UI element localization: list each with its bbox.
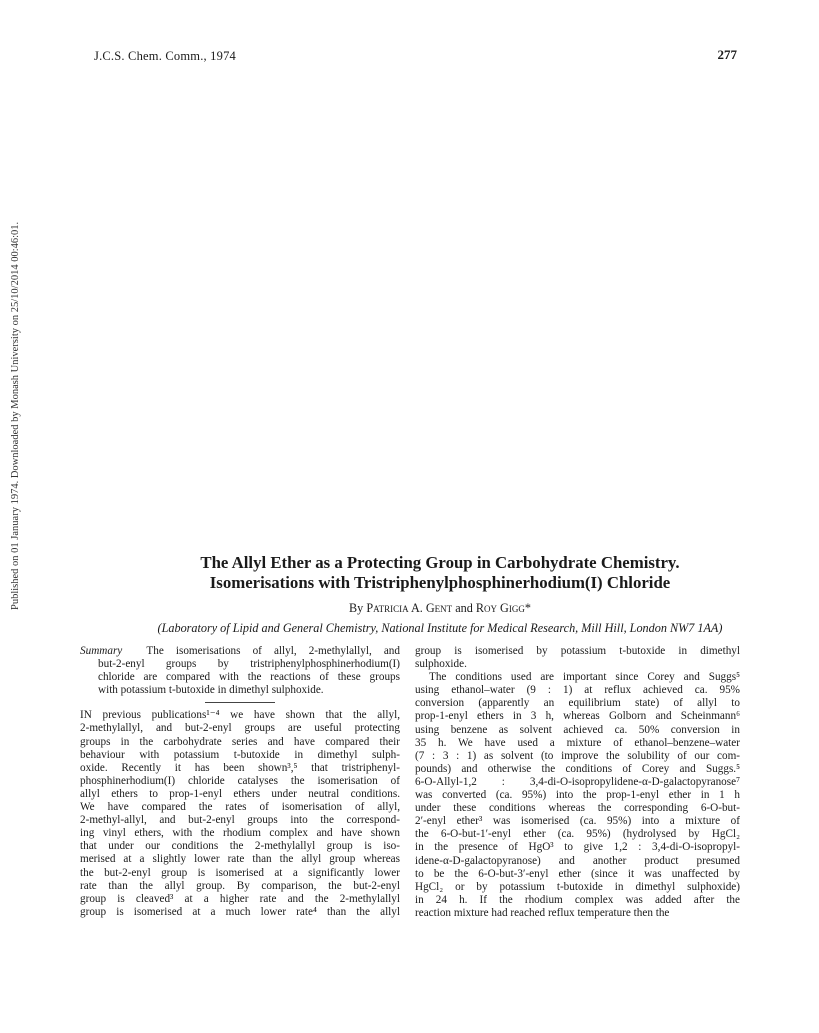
text-line: in the presence of HgO³ to give 1,2 : 3,4-di-O-isopropyl-: [415, 841, 740, 854]
page-number: 277: [717, 47, 737, 62]
text-line: IN previous publications¹⁻⁴ we have shown that the allyl,: [80, 709, 400, 722]
text-line: was converted (ca. 95%) into the prop-1-enyl ether in 1 h: [415, 789, 740, 802]
text-line: the 6-O-but-1′-enyl ether (ca. 95%) (hydrolysed by HgCl₂: [415, 828, 740, 841]
affiliation: (Laboratory of Lipid and General Chemistry, National Institute for Medical Research, Mill Hill, London NW7 1AA): [157, 621, 723, 635]
text-line: group is isomerised by potassium t-butoxide in dimethyl: [415, 645, 740, 657]
article-title: [60, 553, 819, 593]
text-line: phosphinerhodium(I) chloride catalyses the isomerisation of: [80, 774, 400, 787]
summary-line: Summary The isomerisations of allyl, 2-methylallyl, and: [80, 645, 400, 657]
summary-line: with potassium t-butoxide in dimethyl sulphoxide.: [98, 684, 324, 697]
text-line: reaction mixture had reached reflux temperature then the: [415, 906, 670, 919]
right-column: [415, 645, 740, 920]
summary-block: [80, 645, 400, 697]
author-2: Roy Gigg*: [475, 601, 531, 615]
text-line: ing vinyl ethers, with the rhodium complex and have shown: [80, 827, 400, 840]
title-line-2: Isomerisations with Tristriphenylphosphinerhodium(I) Chloride: [209, 573, 671, 592]
text-line: idene-α-D-galactopyranose) and another product presumed: [415, 854, 740, 867]
text-line: that under our conditions the 2-methylallyl group is iso-: [80, 840, 400, 853]
text-line: oxide. Recently it has been shown³,⁵ that tristriphenyl-: [80, 761, 400, 774]
section-divider: [205, 702, 275, 703]
author-1: Patricia A. Gent: [366, 601, 453, 615]
text-line: using ethanol–water (9 : 1) at reflux achieved ca. 95%: [415, 684, 740, 697]
download-watermark: Published on 01 January 1974. Downloaded by Monash University on 25/10/2014 00:46:01.: [10, 221, 21, 610]
text-line: under these conditions whereas the corresponding 6-O-but-: [415, 802, 740, 815]
byline-and: and: [455, 601, 473, 615]
text-line: group is isomerised at a much lower rate⁴ than the allyl: [80, 905, 400, 918]
text-line: groups in the carbohydrate series and have compared their: [80, 735, 400, 748]
text-line: We have compared the rates of isomerisation of allyl,: [80, 801, 400, 814]
summary-line: chloride are compared with the reactions of these groups: [98, 671, 400, 684]
text-line: allyl ethers to prop-1-enyl ethers under neutral conditions.: [80, 787, 400, 800]
text-line: the but-2-enyl group is isomerised at a significantly lower: [80, 866, 400, 879]
text-line: (7 : 3 : 1) as solvent (to improve the solubility of our com-: [415, 749, 740, 762]
text-line: HgCl₂ or by potassium t-butoxide in dimethyl sulphoxide): [415, 880, 740, 893]
text-line: rate than the allyl group. By comparison, the but-2-enyl: [80, 879, 400, 892]
text-line: The conditions used are important since Corey and Suggs⁵: [429, 671, 740, 684]
text-line: conversion (apparently an equilibrium state) of allyl to: [415, 697, 740, 710]
text-line: 2′-enyl ether³ was isomerised (ca. 95%) into a mixture of: [415, 815, 740, 828]
byline: [60, 601, 819, 616]
text-line: in 24 h. If the rhodium complex was added after the: [415, 893, 740, 906]
text-line: prop-1-enyl ethers in 3 h, whereas Golborn and Scheinmann⁶: [415, 710, 740, 723]
text-line: 6-O-Allyl-1,2 : 3,4-di-O-isopropylidene-α-D-galactopyranose⁷: [415, 775, 740, 788]
byline-prefix: By: [349, 601, 364, 615]
title-line-1: The Allyl Ether as a Protecting Group in Carbohydrate Chemistry.: [200, 553, 680, 572]
summary-label: Summary: [80, 645, 123, 657]
text-line: pounds) and otherwise the conditions of Corey and Suggs.⁵: [415, 762, 740, 775]
text-line: merised at a slightly lower rate than the allyl group whereas: [80, 853, 400, 866]
text-line: sulphoxide.: [415, 658, 467, 671]
text-line: to be the 6-O-but-3′-enyl ether (since it was unaffected by: [415, 867, 740, 880]
text-line: behaviour with potassium t-butoxide in dimethyl sulph-: [80, 748, 400, 761]
text-line: using benzene as solvent achieved ca. 50% conversion in: [415, 723, 740, 736]
left-column: [80, 645, 400, 919]
text-line: 2-methylallyl, and but-2-enyl groups are useful protecting: [80, 722, 400, 735]
text-line: 35 h. We have used a mixture of ethanol–benzene–water: [415, 736, 740, 749]
body-text-left: [80, 709, 400, 919]
text-line: group is cleaved³ at a higher rate and the 2-methylallyl: [80, 892, 400, 905]
running-header: J.C.S. Chem. Comm., 1974: [94, 49, 236, 63]
summary-line: but-2-enyl groups by tristriphenylphosphinerhodium(I): [98, 658, 400, 671]
text-line: 2-methyl-allyl, and but-2-enyl groups into the correspond-: [80, 814, 400, 827]
